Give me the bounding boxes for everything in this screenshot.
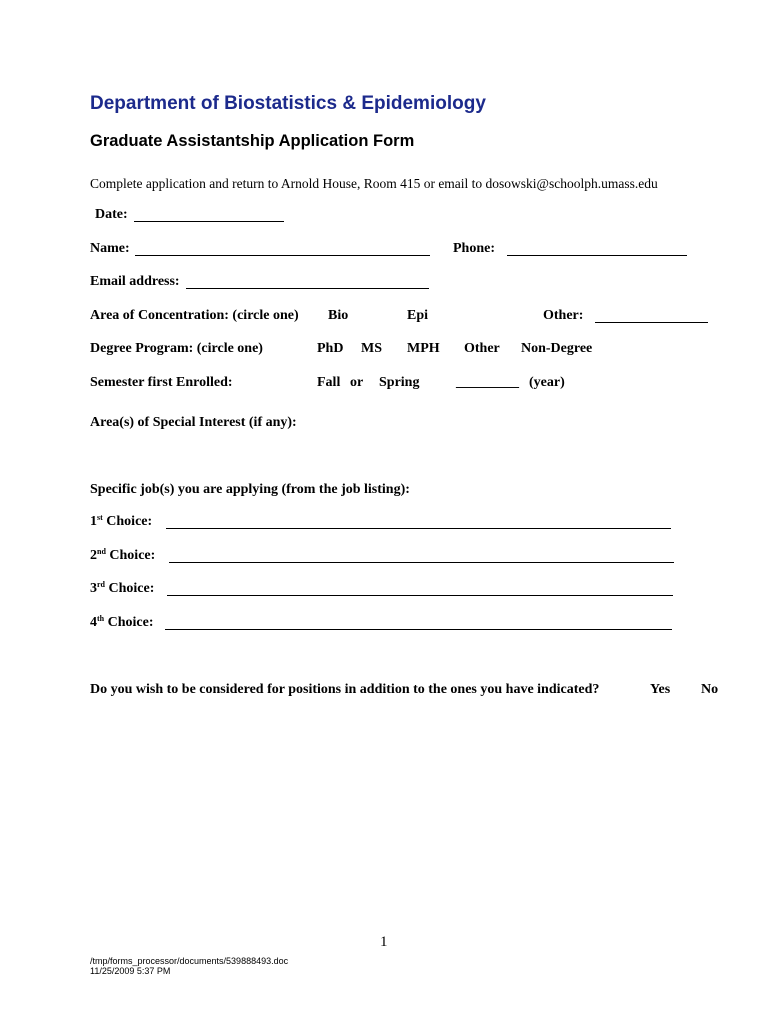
name-label: Name:	[90, 241, 130, 256]
degree-option-phd[interactable]: PhD	[317, 341, 344, 356]
degree-option-mph[interactable]: MPH	[407, 341, 440, 356]
instructions-text: Complete application and return to Arnold House, Room 415 or email to dosowski@schoolph.umass.edu	[90, 176, 658, 191]
choice-1-label: 1st Choice:	[90, 513, 153, 529]
degree-option-other[interactable]: Other	[464, 341, 500, 356]
email-field[interactable]	[186, 288, 429, 289]
concentration-option-epi[interactable]: Epi	[407, 308, 429, 323]
phone-field[interactable]	[507, 255, 687, 256]
degree-option-ms[interactable]: MS	[361, 341, 382, 356]
footer-file-path: /tmp/forms_processor/documents/539888493.doc	[90, 956, 289, 966]
concentration-option-bio[interactable]: Bio	[328, 308, 349, 323]
choice-4-field[interactable]	[165, 629, 672, 630]
choice-4-label: 4th Choice:	[90, 614, 154, 630]
concentration-label: Area of Concentration: (circle one)	[90, 308, 299, 323]
email-label: Email address:	[90, 274, 180, 289]
name-field[interactable]	[135, 255, 430, 256]
footer-timestamp: 11/25/2009 5:37 PM	[90, 966, 171, 976]
semester-label: Semester first Enrolled:	[90, 375, 233, 390]
form-subtitle: Graduate Assistantship Application Form	[90, 132, 415, 150]
answer-no[interactable]: No	[701, 682, 719, 697]
degree-option-non-degree[interactable]: Non-Degree	[521, 341, 593, 356]
date-label: Date:	[95, 207, 128, 222]
semester-option-spring[interactable]: Spring	[379, 375, 420, 390]
date-field[interactable]	[134, 221, 284, 222]
concentration-other-field[interactable]	[595, 322, 708, 323]
phone-label: Phone:	[453, 241, 495, 256]
year-field[interactable]: _________	[456, 375, 519, 390]
choice-2-label: 2nd Choice:	[90, 547, 156, 563]
choice-2-field[interactable]	[169, 562, 674, 563]
choice-3-field[interactable]	[167, 595, 673, 596]
choice-3-label: 3rd Choice:	[90, 580, 155, 596]
page-title: Department of Biostatistics & Epidemiology	[90, 93, 486, 114]
semester-option-fall[interactable]: Fall	[317, 375, 341, 390]
degree-label: Degree Program: (circle one)	[90, 341, 263, 356]
page-number: 1	[380, 934, 388, 950]
concentration-option-other[interactable]: Other:	[543, 308, 584, 323]
additional-positions-question: Do you wish to be considered for positions in addition to the ones you have indicated?	[90, 682, 600, 697]
jobs-label: Specific job(s) you are applying (from the job listing):	[90, 482, 410, 497]
choice-1-field[interactable]	[166, 528, 671, 529]
semester-or-text: or	[350, 375, 364, 390]
special-interest-label: Area(s) of Special Interest (if any):	[90, 415, 297, 430]
year-label: (year)	[529, 375, 565, 390]
answer-yes[interactable]: Yes	[650, 682, 671, 697]
